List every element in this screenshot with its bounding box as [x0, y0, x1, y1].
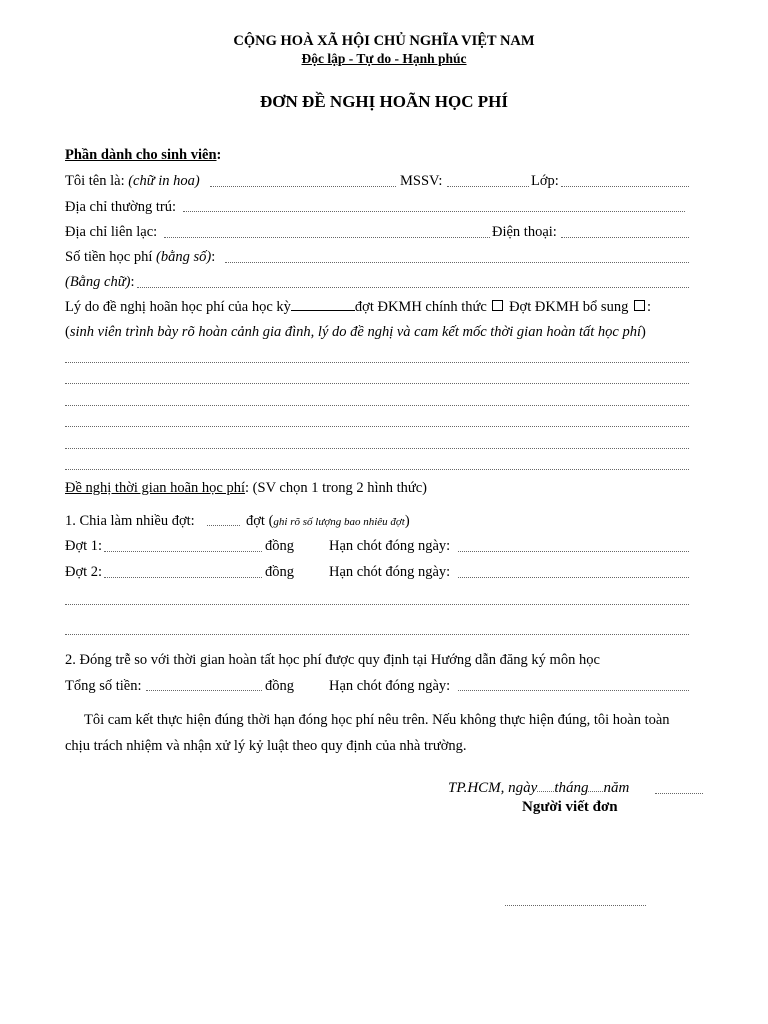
- option1-unit: đợt (: [246, 513, 274, 529]
- installment-extra-line[interactable]: [65, 604, 689, 605]
- total-deadline-field[interactable]: [458, 690, 689, 691]
- option1-close: ): [404, 513, 410, 529]
- installment1-deadline-label: Hạn chót đóng ngày:: [329, 538, 451, 554]
- student-section-heading: [65, 147, 221, 164]
- amount-words-label: [65, 274, 135, 291]
- deferral-heading: [65, 480, 427, 497]
- signature-month-field[interactable]: [588, 791, 603, 792]
- amount-label: [65, 249, 215, 266]
- amount-words-colon: :: [130, 274, 135, 290]
- signature-name-field[interactable]: [505, 905, 646, 906]
- official-registration-checkbox[interactable]: [492, 300, 503, 311]
- signature-year: năm: [603, 780, 630, 796]
- official-registration-label: đợt ĐKMH chính thức: [354, 299, 487, 315]
- installment1-deadline-field[interactable]: [458, 551, 689, 552]
- amount-words-label-text: (Bằng chữ): [65, 274, 131, 290]
- option1-unit-row: [246, 513, 410, 530]
- reason-hint-close: ): [641, 324, 646, 340]
- page-title: ĐƠN ĐỀ NGHỊ HOÃN HỌC PHÍ: [260, 92, 508, 111]
- commitment-line-2: chịu trách nhiệm và nhận xử lý kỷ luật theo quy định của nhà trường.: [65, 738, 467, 754]
- reason-line[interactable]: [65, 405, 689, 406]
- reason-line[interactable]: [65, 448, 689, 449]
- semester-blank[interactable]: [291, 309, 355, 311]
- reason-line[interactable]: [65, 426, 689, 427]
- installment2-currency: đồng: [265, 564, 294, 580]
- phone-field[interactable]: [561, 237, 689, 238]
- installment1-amount-field[interactable]: [104, 551, 262, 552]
- reason-label: Lý do đề nghị hoãn học phí của học kỳ: [65, 299, 291, 315]
- country-name: CỘNG HOÀ XÃ HỘI CHỦ NGHĨA VIỆT NAM: [233, 33, 535, 49]
- reason-line[interactable]: [65, 362, 689, 363]
- total-label: Tổng số tiền:: [65, 678, 142, 694]
- student-section-heading-colon: :: [216, 147, 222, 163]
- phone-label: Điện thoại:: [492, 224, 557, 240]
- amount-hint: (bằng số): [156, 249, 212, 265]
- amount-number-field[interactable]: [225, 262, 689, 263]
- reason-line[interactable]: [65, 383, 689, 384]
- reason-row: [65, 299, 651, 316]
- installment1-label: Đợt 1:: [65, 538, 103, 554]
- signature-year-field[interactable]: [655, 793, 703, 794]
- option2-label: 2. Đóng trễ so với thời gian hoàn tất học phí được quy định tại Hướng dẫn đăng ký môn học: [65, 652, 600, 668]
- signature-day-field[interactable]: [537, 791, 554, 792]
- commitment-line-1: Tôi cam kết thực hiện đúng thời hạn đóng học phí nêu trên. Nếu không thực hiện đúng, tôi hoàn toàn: [84, 712, 670, 728]
- supplement-registration-checkbox[interactable]: [634, 300, 645, 311]
- mssv-field[interactable]: [447, 186, 529, 187]
- name-field[interactable]: [210, 186, 396, 187]
- contact-address-label: Địa chỉ liên lạc:: [65, 224, 158, 240]
- name-label: [65, 173, 200, 190]
- reason-hint-open: (: [65, 324, 70, 340]
- reason-colon: :: [646, 299, 651, 315]
- mssv-label: MSSV:: [400, 173, 443, 189]
- total-amount-field[interactable]: [146, 690, 262, 691]
- contact-address-field[interactable]: [164, 237, 490, 238]
- signature-month: tháng: [554, 780, 589, 796]
- reason-hint: sinh viên trình bày rõ hoàn cảnh gia đình, lý do đề nghị và cam kết mốc thời gian hoàn tất học phí: [69, 324, 641, 340]
- total-deadline-label: Hạn chót đóng ngày:: [329, 678, 451, 694]
- amount-label-text: Số tiền học phí: [65, 249, 157, 265]
- permanent-address-field[interactable]: [183, 211, 685, 212]
- name-label-text: Tôi tên là:: [65, 173, 129, 189]
- class-field[interactable]: [561, 186, 689, 187]
- option1-hint: ghi rõ số lượng bao nhiêu đợt: [273, 516, 405, 528]
- motto: Độc lập - Tự do - Hạnh phúc: [301, 51, 467, 66]
- signature-place: TP.HCM, ngày: [448, 780, 538, 796]
- amount-words-field[interactable]: [137, 287, 689, 288]
- option1-label: 1. Chia làm nhiều đợt:: [65, 513, 195, 529]
- reason-line[interactable]: [65, 469, 689, 470]
- installment2-deadline-field[interactable]: [458, 577, 689, 578]
- class-label: Lớp:: [531, 173, 559, 189]
- deferral-heading-text: Đề nghị thời gian hoãn học phí: [65, 480, 246, 496]
- signature-date-row: [448, 780, 629, 797]
- installment-extra-line[interactable]: [65, 634, 689, 635]
- installment1-currency: đồng: [265, 538, 294, 554]
- student-section-heading-text: Phần dành cho sinh viên: [65, 147, 217, 163]
- deferral-heading-note: : (SV chọn 1 trong 2 hình thức): [245, 480, 428, 496]
- installment2-deadline-label: Hạn chót đóng ngày:: [329, 564, 451, 580]
- reason-hint-row: [65, 324, 646, 341]
- installment-count-field[interactable]: [207, 525, 240, 526]
- signer-title: Người viết đơn: [522, 799, 618, 815]
- total-currency: đồng: [265, 678, 294, 694]
- installment2-label: Đợt 2:: [65, 564, 103, 580]
- supplement-registration-label: Đợt ĐKMH bổ sung: [509, 299, 629, 315]
- installment2-amount-field[interactable]: [104, 577, 262, 578]
- permanent-address-label: Địa chỉ thường trú:: [65, 199, 176, 215]
- name-hint: (chữ in hoa): [128, 173, 200, 189]
- amount-colon: :: [211, 249, 216, 265]
